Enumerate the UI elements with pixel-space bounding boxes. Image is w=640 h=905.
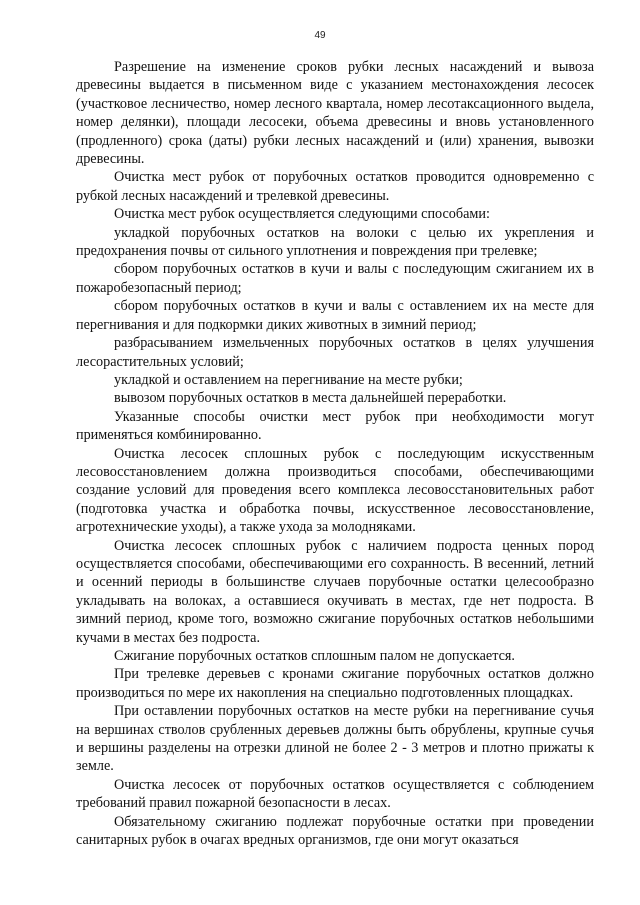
paragraph-crown-skidding-burning: При трелевке деревьев с кронами сжигание порубочных остатков должно производиться по мере их накопления на специально подготовленных площадках. — [76, 666, 594, 701]
paragraph-no-continuous-burning: Сжигание порубочных остатков сплошным палом не допускается. — [114, 648, 515, 664]
list-item-method-piles-rotting: сбором порубочных остатков в кучи и валы с оставлением их на месте для перегнивания и для подкормки диких животных в зимний период; — [76, 298, 594, 333]
paragraph-fire-safety: Очистка лесосек от порубочных остатков осуществляется с соблюдением требований правил пожарной безопасности в лесах. — [76, 776, 594, 812]
paragraph-clearcut-reforestation: Очистка лесосек сплошных рубок с последующим искусственным лесовосстановлением должна производиться способами, обеспечивающими создание условий для проведения всего комплекса лесовосстановительных работ (подготовка участка и обработка почвы, искусственное лесовосстановление, агротехнические уходы), а также ухода за молодняками. — [76, 445, 594, 536]
paragraph-clearcut-undergrowth: Очистка лесосек сплошных рубок с наличием подроста ценных пород осуществляется способами, обеспечивающими его сохранность. В весенний, летний и осенний периоды в большинстве случаев порубочные остатки целесообразно укладывать на волоках, а оставшиеся окучивать в местах, где нет подроста. В зимний период, кроме того, возможно сжигание порубочных остатков небольшими кучами в местах без подроста. — [76, 537, 594, 646]
paragraph-cleanup-timing: Очистка мест рубок от порубочных остатков проводится одновременно с рубкой лесных насаждений и трелевкой древесины. — [76, 169, 594, 204]
document-body — [76, 58, 594, 849]
list-item-method-skid-trails: укладкой порубочных остатков на волоки с целью их укрепления и предохранения почвы от сильного уплотнения и повреждения при трелевке; — [76, 224, 594, 260]
list-item-method-piles-burning: сбором порубочных остатков в кучи и валы с последующим сжиганием их в пожаробезопасный период; — [76, 261, 594, 296]
paragraph-logging-extension-permit: Разрешение на изменение сроков рубки лесных насаждений и вывоза древесины выдается в письменном виде с указанием местонахождения лесосек (участковое лесничество, номер лесного квартала, номер лесотаксационного выдела, номер делянки), площади лесосеки, объема древесины и вновь установленного (продленного) срока (даты) рубки лесных насаждений и (или) хранения, вывозки древесины. — [76, 59, 594, 168]
list-item-method-removal: вывозом порубочных остатков в места дальнейшей переработки. — [114, 390, 507, 407]
paragraph-mandatory-burning: Обязательному сжиганию подлежат порубочные остатки при проведении санитарных рубок в очагах вредных организмов, где они могут оказаться — [76, 813, 594, 849]
list-item-method-scattering: разбрасыванием измельченных порубочных остатков в целях улучшения лесорастительных условий; — [76, 335, 594, 370]
list-item-method-leave-to-rot: укладкой и оставлением на перегнивание на месте рубки; — [114, 371, 463, 388]
page-number: 49 — [314, 30, 326, 41]
paragraph-combined-methods: Указанные способы очистки мест рубок при необходимости могут применяться комбинированно. — [76, 408, 594, 444]
paragraph-cleanup-methods-intro: Очистка мест рубок осуществляется следующими способами: — [114, 206, 490, 223]
paragraph-leaving-residues: При оставлении порубочных остатков на месте рубки на перегнивание сучья на вершинах стволов срубленных деревьев должны быть обрублены, крупные сучья и вершины разделены на отрезки длиной не более 2 - 3 метров и плотно прижаты к земле. — [76, 703, 594, 775]
